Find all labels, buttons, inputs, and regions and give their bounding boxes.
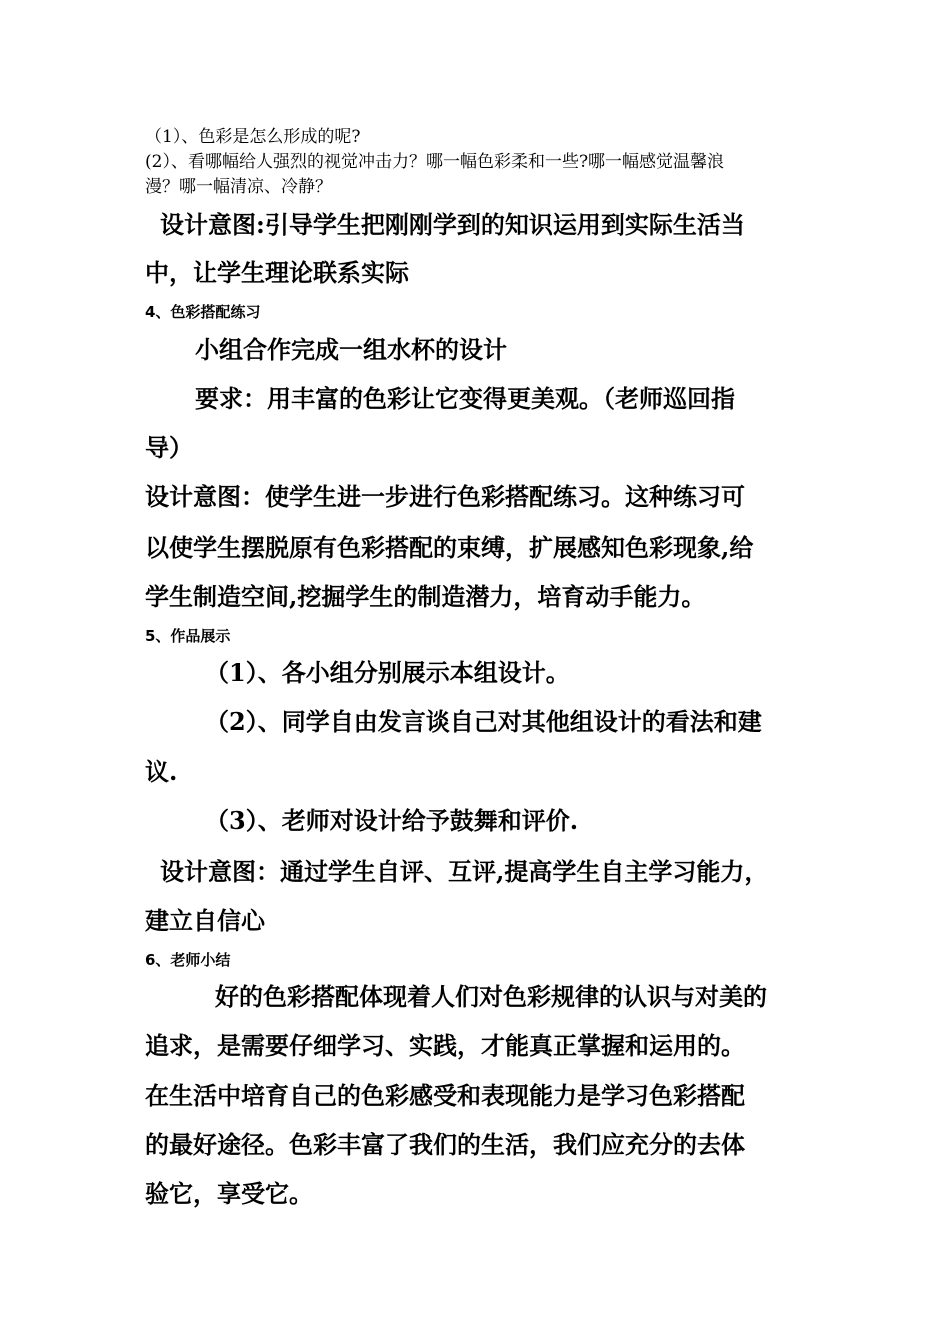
- section-5-intent-line-2: 建立自信心: [145, 906, 265, 935]
- section-4-intent-line-1: 设计意图：使学生进一步进行色彩搭配练习。这种练习可: [145, 482, 745, 511]
- section-5-intent-line-1: 设计意图：通过学生自评、互评,提高学生自主学习能力，: [160, 857, 769, 886]
- summary-line-4: 的最好途径。色彩丰富了我们的生活，我们应充分的去体: [145, 1130, 745, 1159]
- section-5-item-3: （3）、老师对设计给予鼓舞和评价.: [205, 806, 579, 835]
- summary-line-3: 在生活中培育自己的色彩感受和表现能力是学习色彩搭配: [145, 1081, 745, 1110]
- summary-line-5: 验它，享受它。: [145, 1179, 313, 1208]
- section-5-heading: 5、作品展示: [145, 627, 231, 645]
- design-intent-3-line-2: 中，让学生理论联系实际: [145, 258, 409, 287]
- section-6-heading: 6、老师小结: [145, 951, 231, 969]
- question-2-line-2: 漫？哪一幅清凉、冷静？: [145, 177, 332, 197]
- section-4-heading: 4、色彩搭配练习: [145, 303, 261, 321]
- section-5-item-1: （1）、各小组分别展示本组设计。: [205, 658, 570, 687]
- section-5-item-2-line-1: （2）、同学自由发言谈自己对其他组设计的看法和建: [205, 707, 762, 736]
- design-intent-3-line-1: 设计意图:引导学生把刚刚学到的知识运用到实际生活当: [160, 210, 745, 239]
- question-2-line-1: (2）、看哪幅给人强烈的视觉冲击力？哪一幅色彩柔和一些?哪一幅感觉温馨浪: [145, 152, 725, 172]
- section-4-requirement-line-1: 要求：用丰富的色彩让它变得更美观。（老师巡回指: [195, 384, 735, 413]
- section-4-intent-line-3: 学生制造空间,挖掘学生的制造潜力，培育动手能力。: [145, 582, 706, 611]
- section-4-requirement-line-2: 导）: [145, 433, 193, 462]
- question-1: （1）、色彩是怎么形成的呢?: [145, 127, 361, 147]
- section-5-item-2-line-2: 议.: [145, 757, 178, 786]
- section-4-task: 小组合作完成一组水杯的设计: [195, 335, 507, 364]
- section-4-intent-line-2: 以使学生摆脱原有色彩搭配的束缚，扩展感知色彩现象,给: [145, 533, 754, 562]
- summary-line-2: 追求，是需要仔细学习、实践，才能真正掌握和运用的。: [145, 1031, 745, 1060]
- summary-line-1: 好的色彩搭配体现着人们对色彩规律的认识与对美的: [215, 982, 767, 1011]
